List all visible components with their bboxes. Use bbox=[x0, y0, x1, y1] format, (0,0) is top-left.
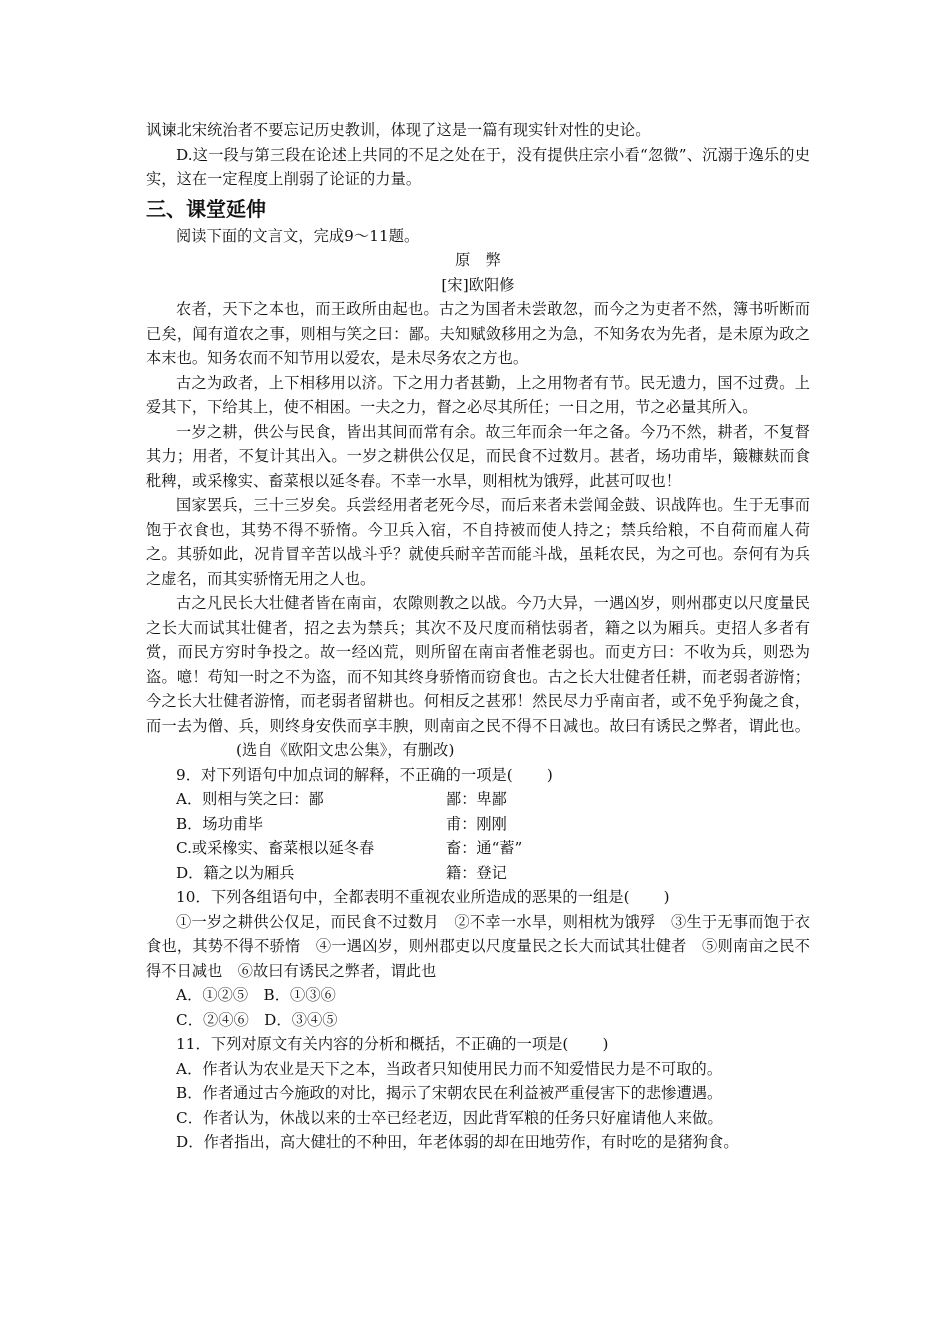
option-text: A．则相与笑之曰：鄙 bbox=[176, 790, 324, 808]
question-11-stem bbox=[146, 1032, 810, 1057]
essay-source: (选自《欧阳文忠公集》，有删改) bbox=[236, 741, 455, 759]
question-10-stem-close: ) bbox=[663, 888, 670, 906]
question-10-stem bbox=[146, 885, 810, 910]
question-10-stem-text: 10．下列各组语句中，全都表明不重视农业所造成的恶果的一组是( bbox=[176, 888, 630, 906]
essay-paragraph-3: 一岁之耕，供公与民食，皆出其间而常有余。故三年而余一年之备。今乃不然，耕者，不复督其力；用者，不复计其出入。一岁之耕供公仅足，而民食不过数月。甚者，场功甫毕，簸糠麸而食秕稗，或采橡实、畜菜根以延冬春。不幸一水旱，则相枕为饿殍，此甚可叹也！ bbox=[146, 422, 810, 490]
question-9-option-d bbox=[146, 861, 810, 886]
section-instruction: 阅读下面的文言文，完成9～11题。 bbox=[176, 226, 420, 245]
option-gloss: 畜：通“蓄” bbox=[446, 839, 523, 857]
question-9-stem-close: ) bbox=[546, 765, 553, 784]
essay-paragraph-1: 农者，天下之本也，而王政所由起也。古之为国者未尝敢忽，而今之为吏者不然，簿书听断而已矣，闻有道农之事，则相与笑之曰：鄙。夫知赋敛移用之为急，不知务农为先者，是未原为政之本末也。知务农而不知节用以爱农，是未尽务农之方也。 bbox=[146, 300, 810, 367]
question-9-option-c bbox=[146, 836, 810, 861]
option-gloss: 鄙：卑鄙 bbox=[446, 790, 507, 808]
option-text: C.或采橡实、畜菜根以延冬春 bbox=[176, 839, 375, 857]
option-gloss: 籍：登记 bbox=[446, 863, 507, 882]
question-9-option-a bbox=[146, 787, 810, 812]
essay-paragraph-2: 古之为政者，上下相移用以济。下之用力者甚勤，上之用物者有节。民无遗力，国不过费。上爱其下，下给其上，使不相困。一夫之力，督之必尽其所任；一日之用，节之必量其所入。 bbox=[146, 373, 810, 416]
question-9-stem-text: 9．对下列语句中加点词的解释，不正确的一项是( bbox=[176, 765, 513, 784]
question-11-option-d: D．作者指出，高大健壮的不种田，年老体弱的却在田地劳作，有时吃的是猪狗食。 bbox=[176, 1133, 739, 1151]
question-11-option-b: B．作者通过古今施政的对比，揭示了宋朝农民在利益被严重侵害下的悲惨遭遇。 bbox=[176, 1084, 723, 1102]
question-11-option-c: C．作者认为，休战以来的士卒已经老迈，因此背军粮的任务只好雇请他人来做。 bbox=[176, 1108, 723, 1127]
question-11-stem-close: ) bbox=[602, 1035, 609, 1053]
option-text: B．场功甫毕 bbox=[176, 814, 264, 833]
question-11-stem-text: 11．下列对原文有关内容的分析和概括，不正确的一项是( bbox=[176, 1035, 569, 1053]
essay-author: [宋]欧阳修 bbox=[441, 275, 515, 294]
essay-paragraph-4: 国家罢兵，三十三岁矣。兵尝经用者老死今尽，而后来者未尝闻金鼓、识战阵也。生于无事而饱于衣食也，其势不得不骄惰。今卫兵入宿，不自持被而使人持之；禁兵给粮，不自荷而雇人荷之。其骄如此，况肯冒辛苦以战斗乎？就使兵耐辛苦而能斗战，虽耗农民，为之可也。奈何有为兵之虚名，而其实骄惰无用之人也。 bbox=[146, 496, 810, 588]
option-gloss: 甫：刚刚 bbox=[446, 814, 507, 833]
essay-paragraph-5-text: 古之凡民长大壮健者皆在南亩，农隙则教之以战。今乃大异，一遇凶岁，则州郡吏以尺度量民之长大而试其壮健者，招之去为禁兵；其次不及尺度而稍怯弱者，籍之以为厢兵。吏招人多者有赏，而民方穷时争投之。故一经凶荒，则所留在南亩者惟老弱也。而吏方曰：不收为兵，则恐为盗。噫！苟知一时之不为盗，而不知其终身骄惰而窃食也。古之长大壮健者任耕，而老弱者游惰；今之长大壮健者游惰，而老弱者留耕也。何相反之甚邪！然民尽力乎南亩者，或不免乎狗彘之食，而一去为僧、兵，则终身安佚而享丰腴，则南亩之民不得不日减也。故曰有诱民之弊者，谓此也。 bbox=[146, 594, 810, 735]
essay-title bbox=[146, 248, 810, 273]
essay-title-text: 原 弊 bbox=[455, 251, 501, 269]
section-heading: 三、课堂延伸 bbox=[146, 196, 266, 221]
essay-paragraph-5 bbox=[146, 591, 810, 763]
question-11-option-a: A．作者认为农业是天下之本，当政者只知使用民力而不知爱惜民力是不可取的。 bbox=[176, 1059, 723, 1078]
previous-option-d: D.这一段与第三段在论述上共同的不足之处在于，没有提供庄宗小看“忽微”、沉溺于逸乐的史实，这在一定程度上削弱了论证的力量。 bbox=[146, 145, 810, 188]
previous-option-continuation: 讽谏北宋统治者不要忘记历史教训，体现了这是一篇有现实针对性的史论。 bbox=[146, 121, 651, 139]
question-10-choices-1: A．①②⑤ B．①③⑥ bbox=[176, 986, 336, 1004]
option-text: D．籍之以为厢兵 bbox=[176, 863, 295, 882]
question-9-option-b bbox=[146, 812, 810, 837]
question-10-items: ①一岁之耕供公仅足，而民食不过数月 ②不幸一水旱，则相枕为饿殍 ③生于无事而饱于衣食也，其势不得不骄惰 ④一遇凶岁，则州郡吏以尺度量民之长大而试其壮健者 ⑤则南亩之民不得不日减也 ⑥故曰有诱民之弊者，谓此也 bbox=[146, 912, 810, 980]
question-10-choices-2: C．②④⑥ D．③④⑤ bbox=[176, 1010, 338, 1029]
question-9-stem bbox=[146, 763, 810, 788]
document-page bbox=[146, 118, 810, 1155]
